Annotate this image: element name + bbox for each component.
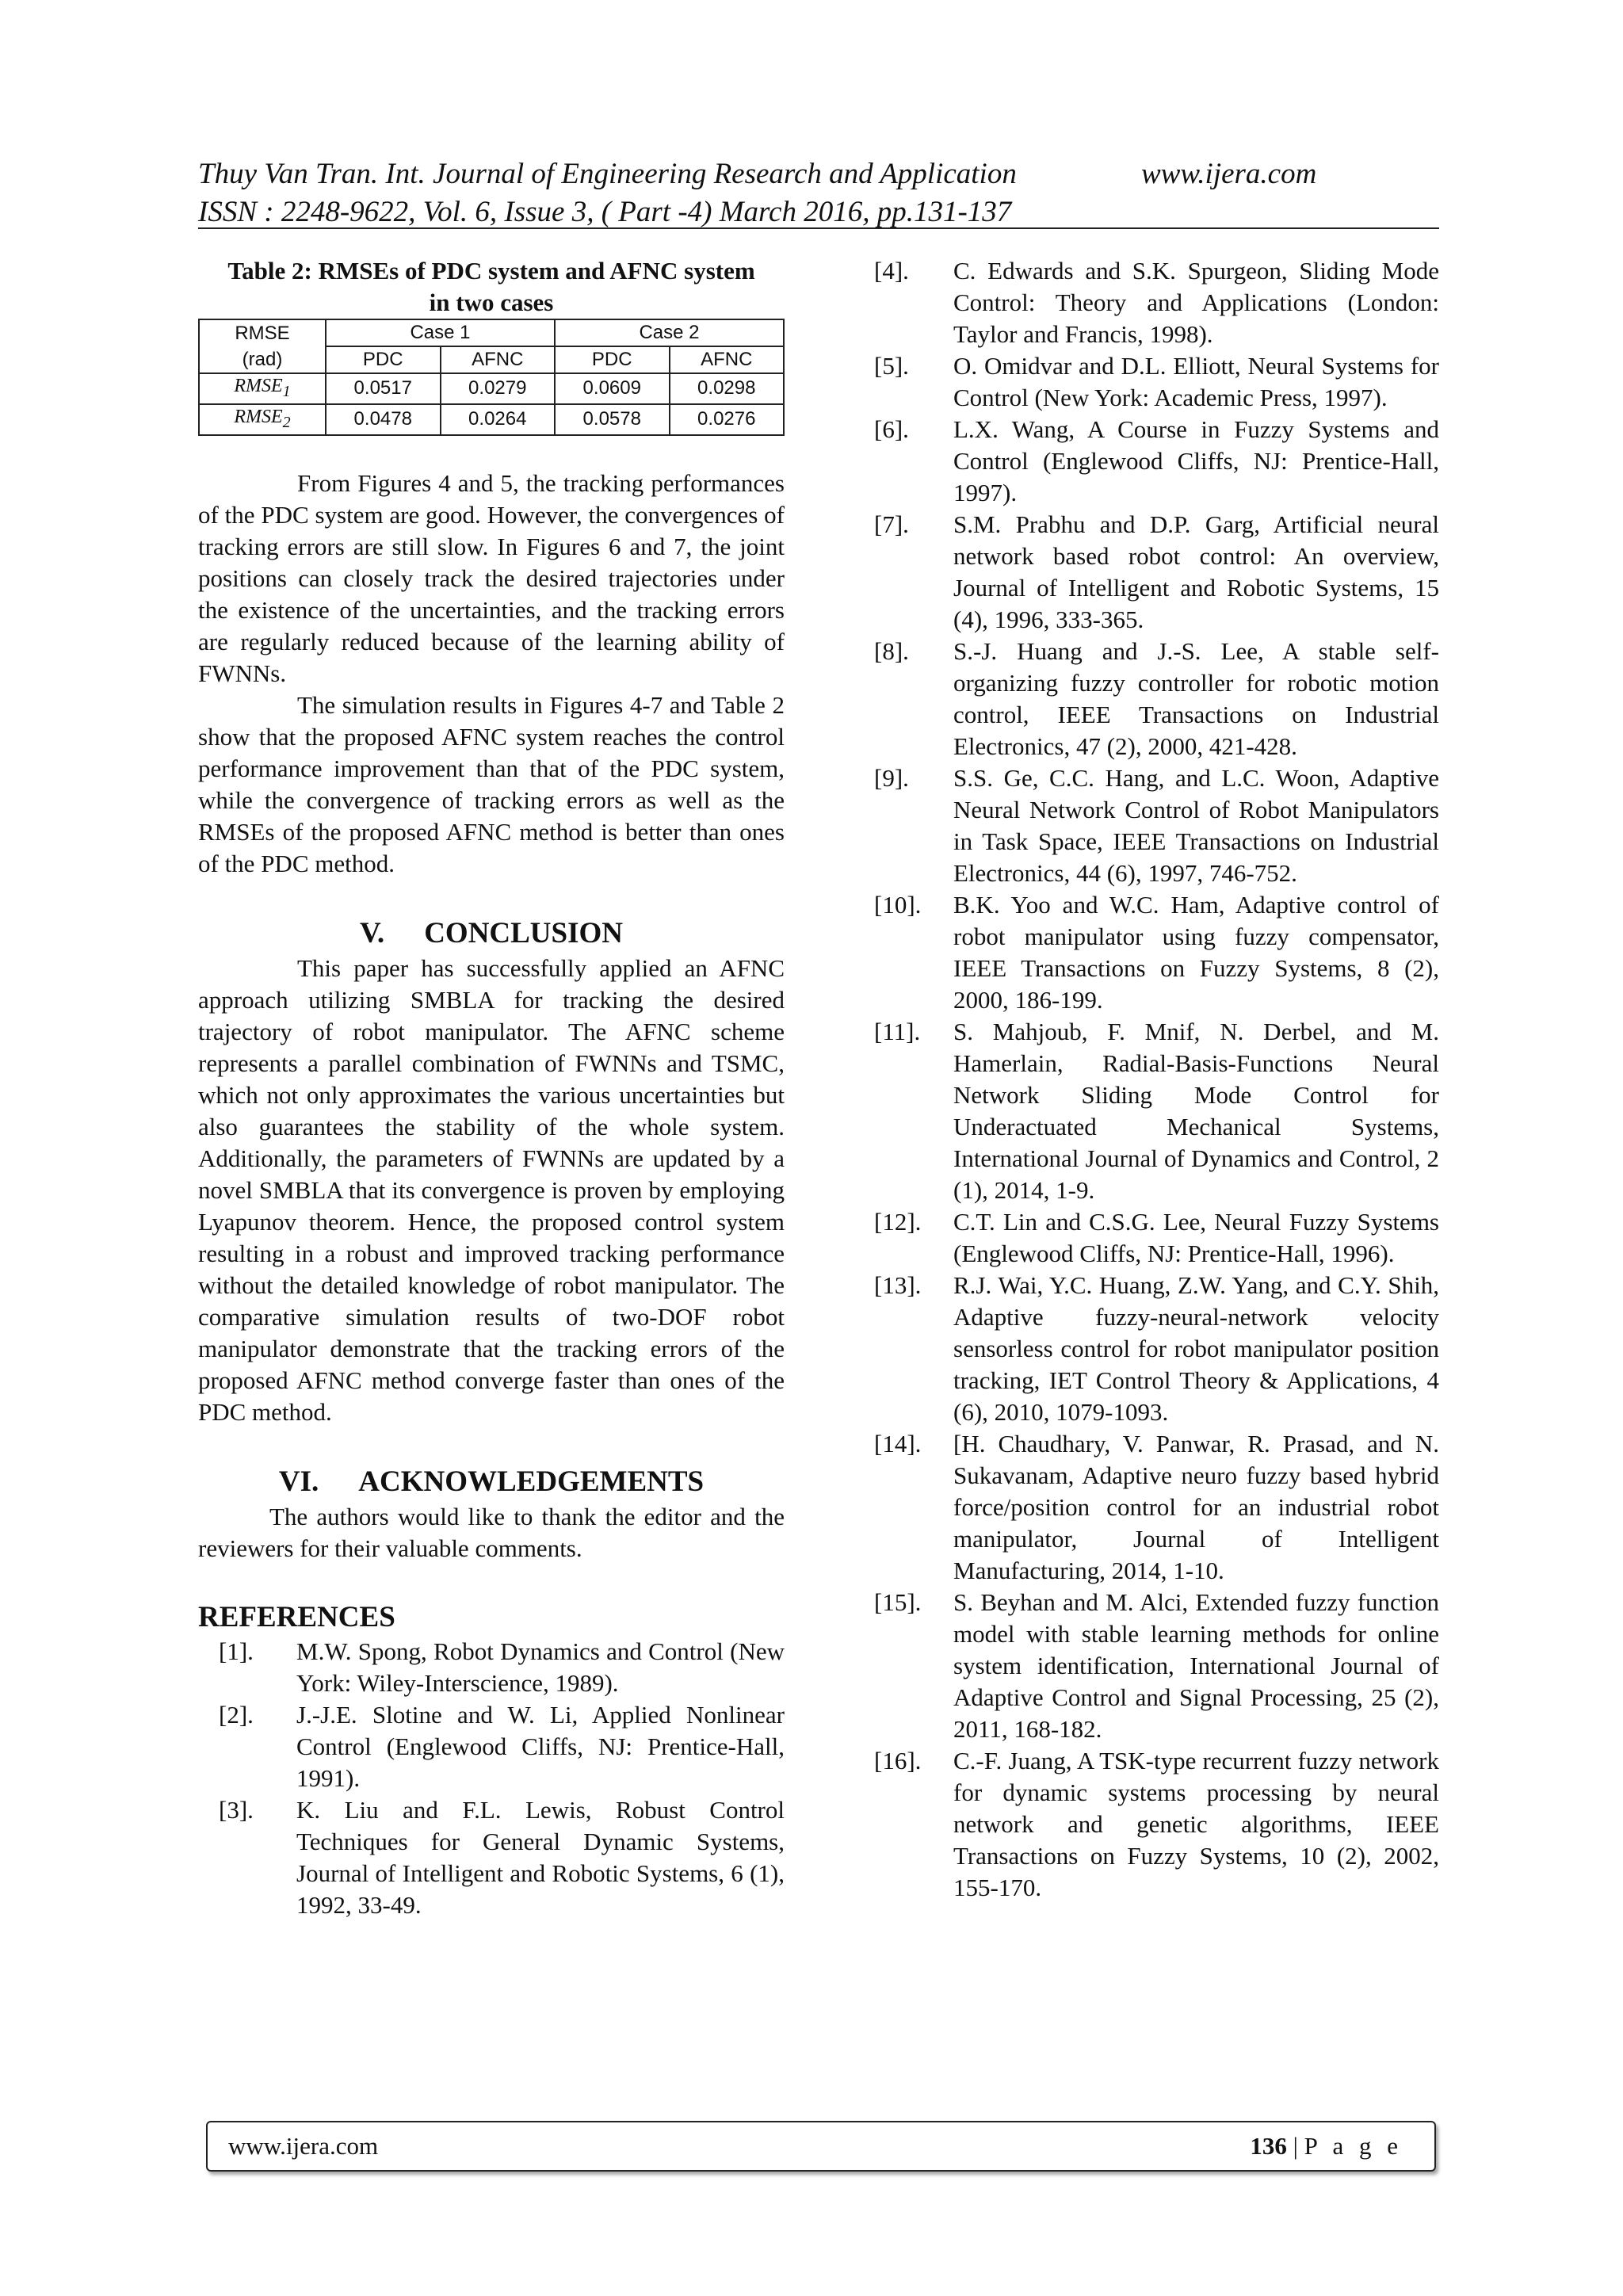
spacer	[198, 1564, 785, 1599]
table-header-pdc2: PDC	[555, 346, 670, 373]
header-divider	[198, 227, 1439, 229]
spacer	[198, 880, 785, 915]
paragraph-conclusion: This paper has successfully applied an AFNC approach utilizing SMBLA for tracking the desired trajectory of robot manipulator. The AFNC scheme represents a parallel combination of FWNNs and TSMC, which not only approximates the various uncertainties but also guarantees the stability of the whole system. Additionally, the parameters of FWNNs are updated by a novel SMBLA that its convergence is proven by employing Lyapunov theorem. Hence, the proposed control system resulting in a robust and improved tracking performance without the detailed knowledge of robot manipulator. The comparative simulation results of two-DOF robot manipulator demonstrate that the tracking errors of the proposed AFNC method converge faster than ones of the PDC method.	[198, 953, 785, 1426]
list-item: [6]. L.X. Wang, A Course in Fuzzy Systems and Control (Englewood Cliffs, NJ: Prentice-Hall, 1997).	[874, 415, 1439, 506]
table-cell: 0.0264	[441, 404, 556, 435]
list-item: [13]. R.J. Wai, Y.C. Huang, Z.W. Yang, and C.Y. Shih, Adaptive fuzzy-neural-network velocity sensorless control for robot manipulator position tracking, IET Control Theory & Applications, 4 (6), 2010, 1079-1093.	[874, 1271, 1439, 1426]
row-label: $RMSE_2$	[199, 404, 326, 435]
table-cell: 0.0478	[326, 404, 441, 435]
list-item: [11]. S. Mahjoub, F. Mnif, N. Derbel, and M. Hamerlain, Radial-Basis-Functions Neural Network Sliding Mode Control for Underactuated Mechanical Systems, International Journal of Dynamics and Control, 2 (1), 2014, 1-9.	[874, 1018, 1439, 1204]
references-heading: REFERENCES	[198, 1600, 395, 1633]
table-header-case1: Case 1	[326, 319, 555, 346]
running-header	[198, 155, 1439, 231]
table-cell: 0.0609	[555, 373, 670, 404]
table-cell: 0.0578	[555, 404, 670, 435]
header-citation: Thuy Van Tran. Int. Journal of Engineering Research and Application	[198, 158, 1017, 190]
header-issn: ISSN : 2248-9622, Vol. 6, Issue 3, ( Part -4) March 2016, pp.131-137	[198, 196, 1012, 228]
list-item: [1]. M.W. Spong, Robot Dynamics and Control (New York: Wiley-Interscience, 1989).	[219, 1637, 785, 1697]
list-item: [9]. S.S. Ge, C.C. Hang, and L.C. Woon, Adaptive Neural Network Control of Robot Manipulators in Task Space, IEEE Transactions on Industrial Electronics, 44 (6), 1997, 746-752.	[874, 764, 1439, 887]
table-caption: Table 2: RMSEs of PDC system and AFNC system in two cases	[227, 257, 755, 316]
table-header-rmse: RMSE	[199, 319, 326, 346]
paragraph-results-1: From Figures 4 and 5, the tracking performances of the PDC system are good. However, the convergences of tracking errors are still slow. In Figures 6 and 7, the joint positions can closely track the desired trajectories under the existence of the uncertainties, and the tracking errors are regularly reduced because of the learning ability of FWNNs.	[198, 468, 785, 687]
page-footer	[206, 2121, 1436, 2172]
rmse-table	[198, 319, 785, 436]
paragraph-results-2: The simulation results in Figures 4-7 and Table 2 show that the proposed AFNC system reaches the control performance improvement than that of the PDC system, while the convergence of tracking errors as well as the RMSEs of the proposed AFNC method is better than ones of the PDC method.	[198, 690, 785, 877]
table-row	[199, 373, 784, 404]
table-row	[199, 404, 784, 435]
list-item: [14]. [H. Chaudhary, V. Panwar, R. Prasad, and N. Sukavanam, Adaptive neuro fuzzy based hybrid force/position control for an industrial robot manipulator, Journal of Intelligent Manufacturing, 2014, 1-10.	[874, 1430, 1439, 1584]
list-item: [2]. J.-J.E. Slotine and W. Li, Applied Nonlinear Control (Englewood Cliffs, NJ: Prentice-Hall, 1991).	[219, 1700, 785, 1792]
right-column	[874, 255, 1439, 1904]
list-item: [7]. S.M. Prabhu and D.P. Garg, Artificial neural network based robot control: An overview, Journal of Intelligent and Robotic Systems, 15 (4), 1996, 333-365.	[874, 510, 1439, 633]
header-site-link[interactable]: www.ijera.com	[1141, 158, 1317, 190]
table-header-pdc1: PDC	[326, 346, 441, 373]
table-header-case2: Case 2	[555, 319, 784, 346]
table-cell: 0.0276	[670, 404, 785, 435]
row-label: $RMSE_1$	[199, 373, 326, 404]
spacer	[198, 436, 785, 468]
paragraph-acknowledgements: The authors would like to thank the editor and the reviewers for their valuable comments.	[198, 1502, 785, 1562]
table-cell: 0.0517	[326, 373, 441, 404]
footer-site-link[interactable]: www.ijera.com	[228, 2132, 379, 2160]
section-heading-conclusion: V. CONCLUSION	[359, 916, 624, 949]
list-item: [12]. C.T. Lin and C.S.G. Lee, Neural Fuzzy Systems (Englewood Cliffs, NJ: Prentice-Hall, 1996).	[874, 1208, 1439, 1267]
table-cell: 0.0298	[670, 373, 785, 404]
list-item: [10]. B.K. Yoo and W.C. Ham, Adaptive control of robot manipulator using fuzzy compensator, IEEE Transactions on Fuzzy Systems, 8 (2), 2000, 186-199.	[874, 891, 1439, 1014]
table-header-rad: (rad)	[199, 346, 326, 373]
left-column	[198, 255, 785, 1921]
table-header-afnc1: AFNC	[441, 346, 556, 373]
section-heading-acknowledgements: VI. ACKNOWLEDGEMENTS	[278, 1465, 705, 1498]
list-item: [15]. S. Beyhan and M. Alci, Extended fuzzy function model with stable learning methods for online system identification, International Journal of Adaptive Control and Signal Processing, 25 (2), 2011, 168-182.	[874, 1588, 1439, 1743]
page-number: 136 | P a g e	[1250, 2132, 1403, 2160]
list-item: [16]. C.-F. Juang, A TSK-type recurrent fuzzy network for dynamic systems processing by neural network and genetic algorithms, IEEE Transactions on Fuzzy Systems, 10 (2), 2002, 155-170.	[874, 1747, 1439, 1901]
list-item: [5]. O. Omidvar and D.L. Elliott, Neural Systems for Control (New York: Academic Press, 1997).	[874, 352, 1439, 411]
spacer	[198, 1428, 785, 1463]
list-item: [4]. C. Edwards and S.K. Spurgeon, Sliding Mode Control: Theory and Applications (London: Taylor and Francis, 1998).	[874, 257, 1439, 348]
table-header-afnc2: AFNC	[670, 346, 785, 373]
list-item: [8]. S.-J. Huang and J.-S. Lee, A stable self-organizing fuzzy controller for robotic motion control, IEEE Transactions on Industrial Electronics, 47 (2), 2000, 421-428.	[874, 637, 1439, 760]
list-item: [3]. K. Liu and F.L. Lewis, Robust Control Techniques for General Dynamic Systems, Journal of Intelligent and Robotic Systems, 6 (1), 1992, 33-49.	[219, 1795, 785, 1919]
table-cell: 0.0279	[441, 373, 556, 404]
